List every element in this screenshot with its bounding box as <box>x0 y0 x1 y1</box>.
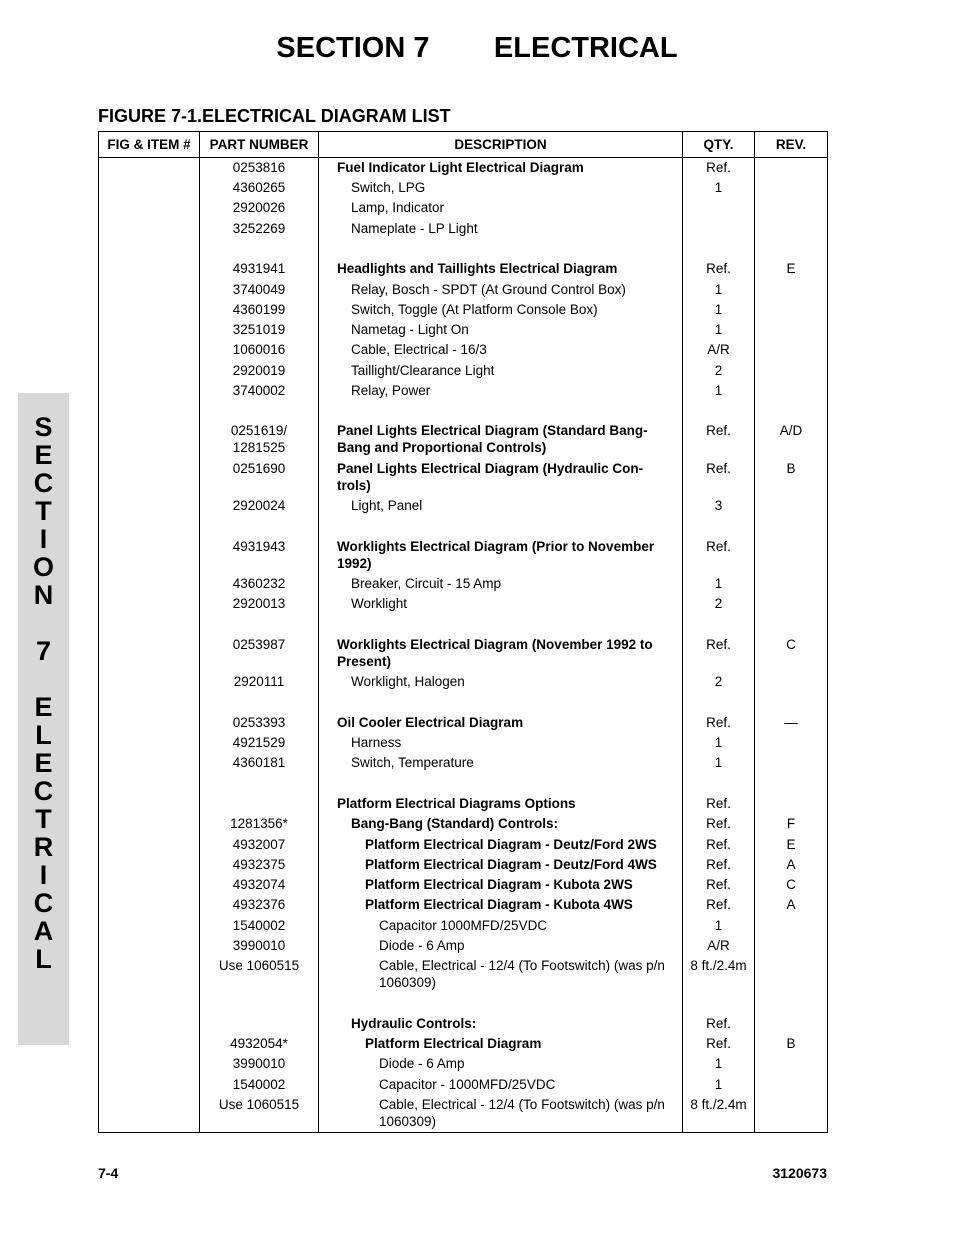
fig-item-cell <box>99 1095 199 1096</box>
description-cell: Platform Electrical Diagram - Kubota 2WS <box>365 876 633 892</box>
table-row <box>99 1075 828 1095</box>
part-number-cell: 2920024 <box>232 497 286 513</box>
column-header-part-number: PART NUMBER <box>200 132 319 158</box>
table-row <box>99 753 828 794</box>
description-cell: Nameplate - LP Light <box>351 220 478 236</box>
side-tab-letter: T <box>35 804 52 834</box>
page-number: 7-4 <box>98 1165 119 1181</box>
quantity-cell: Ref. <box>706 876 731 892</box>
description-cell: Switch, Toggle (At Platform Console Box) <box>351 301 598 317</box>
description-cell: Relay, Bosch - SPDT (At Ground Control Box) <box>351 281 626 297</box>
fig-item-cell <box>99 178 199 179</box>
description-cell: Capacitor - 1000MFD/25VDC <box>379 1076 556 1092</box>
part-number-cell: 1540002 <box>232 917 286 933</box>
quantity-cell: 1 <box>714 179 723 195</box>
part-number-cell: 4932054* <box>230 1035 288 1051</box>
quantity-cell: 1 <box>714 734 723 750</box>
description-cell: Panel Lights Electrical Diagram (Hydraulic Con-trols) <box>337 460 644 493</box>
description-cell: Harness <box>351 734 402 750</box>
quantity-cell: 2 <box>714 362 723 378</box>
fig-item-cell <box>99 198 199 199</box>
side-tab-letter: A <box>33 916 54 946</box>
part-number-cell: 1060016 <box>232 341 286 357</box>
description-cell: Worklight <box>351 595 408 611</box>
side-tab-letter: S <box>34 412 53 442</box>
side-tab-letter: N <box>33 580 54 610</box>
quantity-cell: 1 <box>714 301 723 317</box>
description-cell: Light, Panel <box>351 497 423 513</box>
table-row <box>99 280 828 300</box>
fig-item-cell <box>99 280 199 281</box>
table-row <box>99 340 828 361</box>
revision-cell: — <box>784 714 798 730</box>
part-number-cell: 4932007 <box>232 836 286 852</box>
fig-item-cell <box>99 496 199 497</box>
quantity-cell: Ref. <box>706 636 731 652</box>
revision-cell <box>755 381 827 382</box>
revision-cell <box>755 733 827 734</box>
revision-cell <box>755 1054 827 1055</box>
part-number-cell: 1540002 <box>232 1076 286 1092</box>
quantity-cell: A/R <box>707 937 730 953</box>
description-cell: Platform Electrical Diagrams Options <box>337 795 576 811</box>
fig-item-cell <box>99 895 199 896</box>
part-number-cell: 4360232 <box>232 575 286 591</box>
quantity-cell: Ref. <box>706 422 731 438</box>
part-number-cell: 2920019 <box>232 362 286 378</box>
revision-cell: E <box>786 260 796 276</box>
description-cell: Switch, LPG <box>351 179 426 195</box>
fig-item-cell <box>99 855 199 856</box>
quantity-cell: Ref. <box>706 160 731 175</box>
description-cell: Diode - 6 Amp <box>379 1055 465 1071</box>
part-number-cell: 3252269 <box>232 220 286 236</box>
table-row <box>99 178 828 198</box>
side-tab-letter: E <box>34 440 53 470</box>
part-number-cell: 4931943 <box>232 538 286 554</box>
side-tab-letter: E <box>34 692 53 722</box>
fig-item-cell <box>99 635 199 636</box>
part-number-cell: 2920111 <box>233 673 285 689</box>
column-header-rev: REV. <box>755 132 828 158</box>
revision-cell <box>755 198 827 199</box>
table-row <box>99 594 828 635</box>
table-row <box>99 421 828 459</box>
fig-item-cell <box>99 875 199 876</box>
part-number-cell: 3251019 <box>232 321 286 337</box>
side-tab-letter: T <box>35 496 52 526</box>
quantity-cell: Ref. <box>706 836 731 852</box>
fig-item-cell <box>99 300 199 301</box>
revision-cell <box>755 340 827 341</box>
table-row <box>99 198 828 219</box>
side-tab-letter: I <box>39 860 48 890</box>
fig-item-cell <box>99 1054 199 1055</box>
part-number-cell: 3740049 <box>232 281 286 297</box>
side-tab-letter: C <box>33 776 54 806</box>
table-row <box>99 733 828 753</box>
quantity-cell: 1 <box>714 917 723 933</box>
document-number: 3120673 <box>772 1165 827 1181</box>
part-number-cell: 4931941 <box>232 260 286 276</box>
table-row <box>99 1095 828 1133</box>
description-cell: Worklight, Halogen <box>351 673 465 689</box>
fig-item-cell <box>99 753 199 754</box>
revision-cell <box>755 594 827 595</box>
side-tab-letter: C <box>33 888 54 918</box>
description-cell: Diode - 6 Amp <box>379 937 465 953</box>
fig-item-cell <box>99 814 199 815</box>
quantity-cell: 1 <box>714 321 723 337</box>
revision-cell: B <box>786 460 796 476</box>
part-number-cell: 4360199 <box>232 301 286 317</box>
side-tab-letter: C <box>33 468 54 498</box>
revision-cell: E <box>786 836 796 852</box>
revision-cell: A <box>786 896 796 912</box>
figure-title: FIGURE 7-1.ELECTRICAL DIAGRAM LIST <box>98 106 451 126</box>
fig-item-cell <box>99 672 199 673</box>
description-cell: Taillight/Clearance Light <box>351 362 495 378</box>
description-cell: Panel Lights Electrical Diagram (Standard Bang-Bang and Proportional Controls) <box>337 422 648 455</box>
revision-cell <box>755 219 827 220</box>
fig-item-cell <box>99 1014 199 1015</box>
table-row <box>99 916 828 936</box>
side-tab-letter: O <box>32 552 54 582</box>
table-row <box>99 956 828 1014</box>
revision-cell <box>755 956 827 957</box>
description-cell: Platform Electrical Diagram - Kubota 4WS <box>365 896 633 912</box>
fig-item-cell <box>99 956 199 957</box>
side-tab-letter: I <box>39 524 48 554</box>
part-number-cell <box>200 794 318 795</box>
part-number-cell: 3990010 <box>232 1055 286 1071</box>
fig-item-cell <box>99 916 199 917</box>
quantity-cell: Ref. <box>706 1015 731 1031</box>
revision-cell <box>755 916 827 917</box>
table-row <box>99 259 828 280</box>
description-cell: Cable, Electrical - 12/4 (To Footswitch) (was p/n 1060309) <box>379 957 665 990</box>
table-row <box>99 835 828 855</box>
part-number-cell: 4921529 <box>232 734 286 750</box>
side-tab-letter: 7 <box>35 636 52 666</box>
description-cell: Cable, Electrical - 16/3 <box>351 341 487 357</box>
table-row <box>99 895 828 916</box>
description-cell: Switch, Temperature <box>351 754 474 770</box>
description-cell: Worklights Electrical Diagram (Prior to November 1992) <box>337 538 655 571</box>
part-number-cell: 3740002 <box>232 382 286 398</box>
revision-cell <box>755 672 827 673</box>
part-number-cell: 4932376 <box>232 896 286 912</box>
fig-item-cell <box>99 421 199 422</box>
quantity-cell: Ref. <box>706 260 731 276</box>
table-row <box>99 459 828 496</box>
revision-cell <box>755 320 827 321</box>
quantity-cell <box>683 198 754 199</box>
table-row <box>99 537 828 574</box>
quantity-cell: Ref. <box>706 815 731 831</box>
part-number-cell: 4360265 <box>232 179 286 195</box>
quantity-cell: Ref. <box>706 795 731 811</box>
revision-cell <box>755 574 827 575</box>
table-row <box>99 672 828 713</box>
revision-cell <box>755 496 827 497</box>
table-row <box>99 936 828 956</box>
table-header-row <box>99 132 828 158</box>
fig-item-cell <box>99 219 199 220</box>
revision-cell <box>755 280 827 281</box>
table-row <box>99 300 828 320</box>
description-cell: Relay, Power <box>351 382 431 398</box>
fig-item-cell <box>99 259 199 260</box>
quantity-cell <box>683 219 754 220</box>
description-cell: Lamp, Indicator <box>351 199 445 215</box>
description-cell: Nametag - Light On <box>351 321 469 337</box>
description-cell: Capacitor 1000MFD/25VDC <box>379 917 548 933</box>
quantity-cell: A/R <box>707 341 730 357</box>
revision-cell: C <box>786 876 796 892</box>
table-row <box>99 1014 828 1034</box>
quantity-cell: Ref. <box>706 896 731 912</box>
fig-item-cell <box>99 574 199 575</box>
part-number-cell: Use 1060515 <box>218 1096 300 1112</box>
fig-item-cell <box>99 320 199 321</box>
revision-cell: A/D <box>779 422 803 438</box>
part-number-cell: 1281356* <box>230 815 288 831</box>
part-number-cell: 0251619/ 1281525 <box>230 422 288 455</box>
quantity-cell: 1 <box>714 575 723 591</box>
description-cell: Hydraulic Controls: <box>351 1015 477 1031</box>
fig-item-cell <box>99 794 199 795</box>
part-number-cell: 2920013 <box>232 595 286 611</box>
parts-table <box>98 131 828 1133</box>
fig-item-cell <box>99 340 199 341</box>
quantity-cell: 8 ft./2.4m <box>690 1096 747 1112</box>
description-cell: Breaker, Circuit - 15 Amp <box>351 575 502 591</box>
revision-cell <box>755 300 827 301</box>
part-number-cell: 0251690 <box>232 460 286 476</box>
table-row <box>99 1034 828 1054</box>
table-row <box>99 496 828 537</box>
quantity-cell: 2 <box>714 673 723 689</box>
quantity-cell: Ref. <box>706 1035 731 1051</box>
part-number-cell: 4932375 <box>232 856 286 872</box>
quantity-cell: Ref. <box>706 714 731 730</box>
revision-cell <box>755 361 827 362</box>
column-header-description: DESCRIPTION <box>319 132 683 158</box>
description-cell: Platform Electrical Diagram - Deutz/Ford 2WS <box>365 836 657 852</box>
revision-cell <box>755 794 827 795</box>
part-number-cell: Use 1060515 <box>218 957 300 973</box>
revision-cell: A <box>786 856 796 872</box>
part-number-cell: 2920026 <box>232 199 286 215</box>
revision-cell <box>755 1014 827 1015</box>
revision-cell: C <box>786 636 796 652</box>
side-tab-letter: E <box>34 748 53 778</box>
revision-cell: B <box>786 1035 796 1051</box>
revision-cell <box>755 178 827 179</box>
quantity-cell: 2 <box>714 595 723 611</box>
section-title: SECTION 7 ELECTRICAL <box>276 32 678 64</box>
table-row <box>99 320 828 340</box>
part-number-cell <box>200 1014 318 1015</box>
fig-item-cell <box>99 594 199 595</box>
part-number-cell: 0253816 <box>232 160 286 175</box>
description-cell: Worklights Electrical Diagram (November 1992 to Present) <box>337 636 653 669</box>
side-tab-letter: R <box>33 832 54 862</box>
description-cell: Fuel Indicator Light Electrical Diagram <box>337 160 584 175</box>
quantity-cell: Ref. <box>706 460 731 476</box>
quantity-cell: 1 <box>714 1055 723 1071</box>
fig-item-cell <box>99 459 199 460</box>
quantity-cell: 1 <box>714 754 723 770</box>
part-number-cell: 4360181 <box>232 754 286 770</box>
revision-cell <box>755 1075 827 1076</box>
fig-item-cell <box>99 537 199 538</box>
revision-cell <box>755 1095 827 1096</box>
description-cell: Platform Electrical Diagram - Deutz/Ford 4WS <box>365 856 657 872</box>
revision-cell <box>755 936 827 937</box>
description-cell: Cable, Electrical - 12/4 (To Footswitch) (was p/n 1060309) <box>379 1096 665 1129</box>
fig-item-cell <box>99 1075 199 1076</box>
side-tab-letter: L <box>35 944 52 974</box>
fig-item-cell <box>99 1034 199 1035</box>
part-number-cell: 0253393 <box>232 714 286 730</box>
table-row <box>99 1054 828 1075</box>
part-number-cell: 4932074 <box>232 876 286 892</box>
quantity-cell: Ref. <box>706 538 731 554</box>
revision-cell: F <box>786 815 796 831</box>
fig-item-cell <box>99 713 199 714</box>
description-cell: Oil Cooler Electrical Diagram <box>337 714 524 730</box>
section-side-tab <box>18 393 69 1045</box>
side-tab-letter: L <box>35 720 52 750</box>
quantity-cell: 1 <box>714 1076 723 1092</box>
fig-item-cell <box>99 158 199 159</box>
table-row <box>99 635 828 672</box>
table-row <box>99 855 828 875</box>
table-row <box>99 361 828 381</box>
table-row <box>99 794 828 814</box>
fig-item-cell <box>99 381 199 382</box>
table-row <box>99 574 828 594</box>
revision-cell <box>755 158 827 159</box>
quantity-cell: 1 <box>714 382 723 398</box>
fig-item-cell <box>99 361 199 362</box>
table-row <box>99 875 828 895</box>
fig-item-cell <box>99 936 199 937</box>
column-header-fig: FIG & ITEM # <box>99 132 200 158</box>
quantity-cell: 8 ft./2.4m <box>690 957 747 973</box>
quantity-cell: 1 <box>714 281 723 297</box>
column-header-qty: QTY. <box>683 132 755 158</box>
table-row <box>99 381 828 421</box>
quantity-cell: 3 <box>714 497 723 513</box>
table-row <box>99 713 828 733</box>
description-cell: Headlights and Taillights Electrical Diagram <box>337 260 618 276</box>
table-row <box>99 814 828 835</box>
revision-cell <box>755 753 827 754</box>
description-cell: Bang-Bang (Standard) Controls: <box>351 815 558 831</box>
fig-item-cell <box>99 733 199 734</box>
fig-item-cell <box>99 835 199 836</box>
part-number-cell: 0253987 <box>232 636 286 652</box>
quantity-cell: Ref. <box>706 856 731 872</box>
description-cell: Platform Electrical Diagram <box>365 1035 542 1051</box>
part-number-cell: 3990010 <box>232 937 286 953</box>
table-row <box>99 219 828 259</box>
table-row <box>99 158 828 178</box>
revision-cell <box>755 537 827 538</box>
